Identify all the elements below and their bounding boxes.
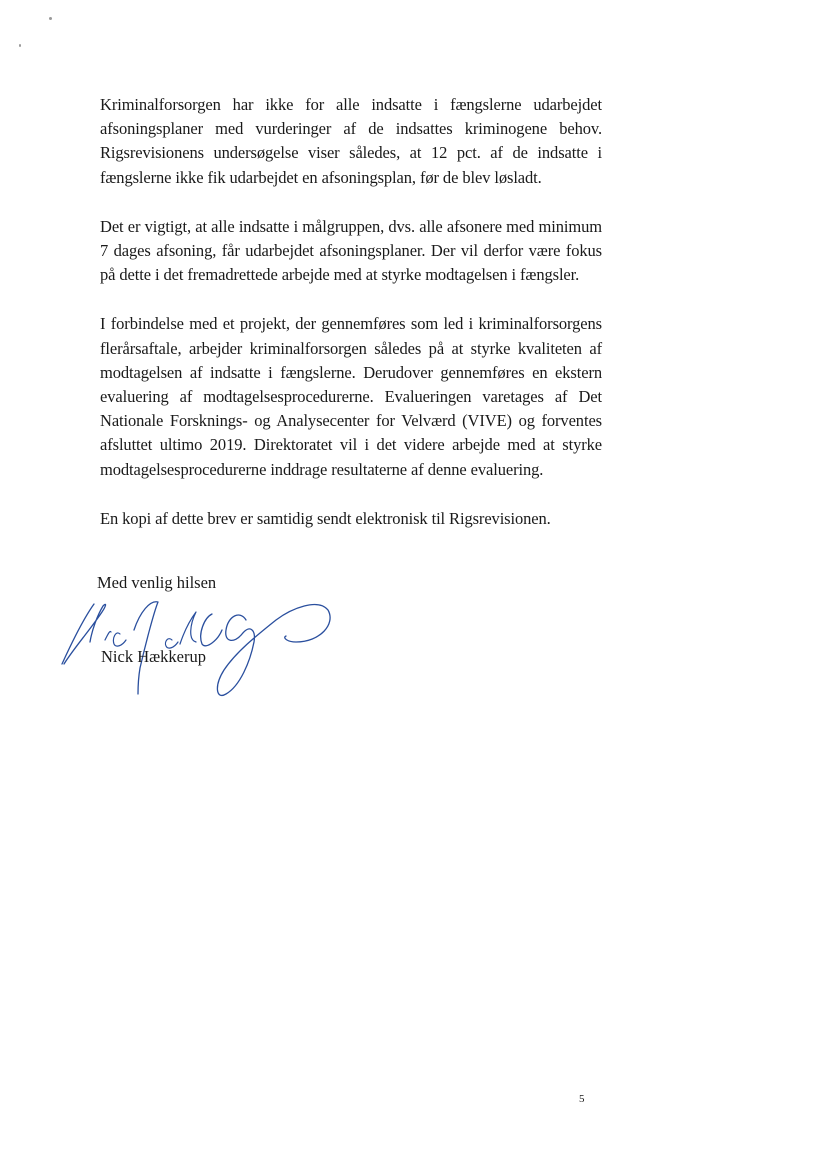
paragraph-kopi: En kopi af dette brev er samtidig sendt elektronisk til Rigsrevisionen. [100, 508, 551, 528]
paragraph-maalgruppe: Det er vigtigt, at alle indsatte i målgruppen, dvs. alle afsonere med minimum 7 dages afsoning, får udarbejdet afsoningsplaner. Der vil derfor være fokus på dette i det fremadrettede arbejde med at styrke modtagelsen i fængsler. [100, 216, 602, 285]
signer-name: Nick Hækkerup [101, 647, 206, 666]
closing-greeting: Med venlig hilsen [97, 573, 217, 592]
scan-speck [49, 17, 52, 20]
letter-body [100, 93, 602, 556]
page-number: 5 [579, 1093, 585, 1105]
paragraph-projekt-evaluering: I forbindelse med et projekt, der gennemføres som led i kriminalforsorgens flerårsaftale, arbejder kriminalforsorgen således på at styrke kvaliteten af modtagelsen af indsatte i fængslerne. Derudover gennemføres en ekstern evaluering af modtagelsesprocedurerne. Evalueringen varetages af Det Nationale Forsknings- og Analysecenter for Velværd (VIVE) og forventes afsluttet ultimo 2019. Direktoratet vil i det videre arbejde med at styrke modtagelsesprocedurerne inddrage resultaterne af denne evaluering. [100, 314, 602, 479]
paragraph-afsoningsplaner: Kriminalforsorgen har ikke for alle indsatte i fængslerne udarbejdet afsoningsplaner med vurderinger af de indsattes kriminogene behov. Rigsrevisionens undersøgelse viser således, at 12 pct. af de indsatte i fængslerne ikke fik udarbejdet en afsoningsplan, før de blev løsladt. [100, 95, 602, 187]
scan-speck [19, 44, 21, 47]
